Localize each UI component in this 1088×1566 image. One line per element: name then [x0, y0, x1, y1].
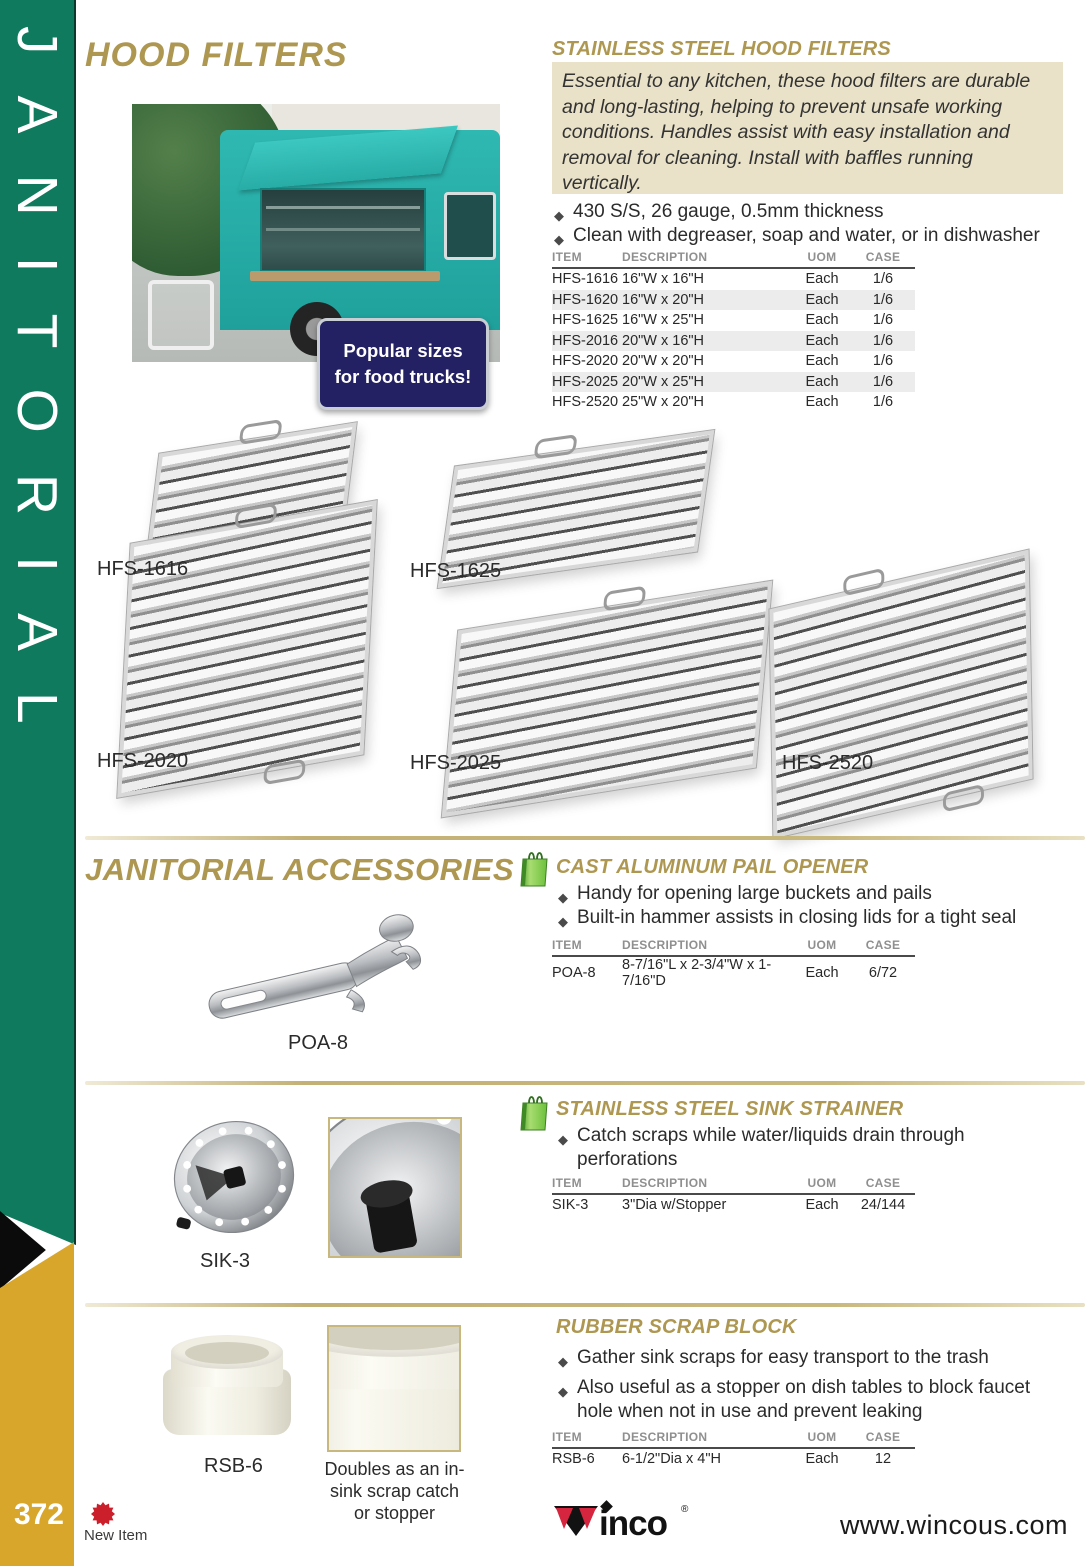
table-cell: 1/6: [872, 271, 894, 288]
sik-3-zoom: [328, 1117, 462, 1258]
website-url: www.wincous.com: [839, 1510, 1068, 1540]
table-cell: HFS-2025: [552, 373, 619, 390]
filter-handle: [843, 568, 884, 597]
table-cell: 1/6: [872, 353, 894, 370]
product-label-rsb-6: RSB-6: [204, 1455, 263, 1477]
table-row: [552, 310, 915, 331]
bullet-item: ◆ Catch scraps while water/liquids drain through perforations: [558, 1125, 965, 1170]
product-label-sik-3: SIK-3: [200, 1250, 251, 1272]
table-cell: 1/6: [872, 312, 894, 329]
table-cell: HFS-2016: [552, 332, 619, 349]
product-label-hfs-2020: HFS-2020: [97, 750, 189, 772]
section-title-scrap-block: RUBBER SCRAP BLOCK: [556, 1316, 797, 1338]
sidebar-category-label: JANITORIAL: [5, 26, 69, 765]
table-cell: 6-1/2"Dia x 4"H: [622, 1451, 721, 1468]
product-label-hfs-2520: HFS-2520: [782, 752, 874, 774]
diamond-bullet-icon: ◆: [558, 1354, 568, 1369]
table-row: [552, 351, 915, 372]
table-row: [552, 392, 915, 413]
table-cell: 1/6: [872, 394, 894, 411]
bullet-item: ◆ Also useful as a stopper on dish tables to block faucet hole when not in use and prevent leaking: [558, 1377, 1031, 1422]
product-label-hfs-1616: HFS-1616: [97, 558, 189, 580]
registered-mark: ®: [681, 1504, 689, 1515]
table-cell: HFS-2020: [552, 353, 619, 370]
food-truck-badge: [317, 318, 489, 410]
hood-filters-description: Essential to any kitchen, these hood filters are durable and long-lasting, helping to prevent unsafe working conditions. Handles assist with easy installation and removal for cleaning. Install with baffles running vertically.: [552, 62, 1063, 194]
new-item-label: New Item: [84, 1527, 148, 1544]
table-cell: 20"W x 20"H: [622, 353, 705, 370]
section-title-pail-opener: CAST ALUMINUM PAIL OPENER: [556, 856, 869, 878]
rsb-6-detail-image: [327, 1325, 461, 1452]
winco-logo: [552, 1496, 702, 1542]
table-row: [552, 957, 915, 989]
logo-wordmark: inco: [599, 1504, 667, 1542]
table-cell: 16"W x 20"H: [622, 291, 705, 308]
table-cell: Each: [805, 1451, 839, 1468]
table-cell: Each: [805, 1197, 839, 1214]
table-cell: 16"W x 25"H: [622, 312, 705, 329]
page-title-janitorial-accessories: JANITORIAL ACCESSORIES: [85, 852, 515, 887]
hfs-2520-image: [769, 550, 1032, 839]
sink-strainer-table: [552, 1176, 915, 1216]
table-cell: 20"W x 25"H: [622, 373, 705, 390]
table-cell: Each: [805, 965, 839, 981]
shopping-bag-icon: [519, 1092, 551, 1132]
diamond-bullet-icon: ◆: [554, 232, 564, 247]
table-cell: Each: [805, 394, 839, 411]
table-cell: HFS-2520: [552, 394, 619, 411]
rsb-6-zoom: [327, 1325, 461, 1452]
section-title-sink-strainer: STAINLESS STEEL SINK STRAINER: [556, 1098, 904, 1120]
photo-side-window: [444, 192, 496, 260]
diamond-bullet-icon: ◆: [558, 914, 568, 929]
table-row: [552, 372, 915, 393]
table-cell: RSB-6: [552, 1451, 595, 1468]
photo-counter: [250, 271, 440, 281]
section-divider: [85, 836, 1085, 840]
sik-3-image: [165, 1112, 303, 1242]
product-label-hfs-1625: HFS-1625: [410, 560, 502, 582]
table-header: ITEM DESCRIPTION UOM CASE: [552, 938, 915, 957]
photo-chair: [148, 280, 214, 350]
table-cell: HFS-1625: [552, 312, 619, 329]
table-cell: Each: [805, 291, 839, 308]
rsb-6-image: [163, 1335, 291, 1437]
table-cell: 20"W x 16"H: [622, 332, 705, 349]
table-cell: SIK-3: [552, 1197, 589, 1214]
diamond-bullet-icon: ◆: [558, 890, 568, 905]
filter-handle: [263, 758, 305, 785]
bullet-item: ◆ 430 S/S, 26 gauge, 0.5mm thickness: [554, 200, 884, 228]
new-item-icon: [91, 1502, 115, 1526]
section-title-hood-filters: STAINLESS STEEL HOOD FILTERS: [552, 38, 891, 60]
table-row: [552, 331, 915, 352]
filter-handle: [534, 434, 578, 459]
scrap-block-table: [552, 1430, 915, 1470]
table-cell: HFS-1620: [552, 291, 619, 308]
table-header: ITEM DESCRIPTION UOM CASE: [552, 1430, 915, 1449]
table-cell: Each: [805, 312, 839, 329]
pail-opener-table: [552, 938, 915, 989]
table-row: [552, 1449, 915, 1470]
table-header: ITEM DESCRIPTION UOM CASE: [552, 250, 915, 269]
filter-handle: [239, 419, 283, 445]
product-label-poa-8: POA-8: [288, 1032, 349, 1054]
table-row: [552, 269, 915, 290]
sik-3-detail-image: [328, 1117, 462, 1258]
poa-8-image: [195, 912, 430, 1030]
bullet-item: ◆ Gather sink scraps for easy transport to the trash: [558, 1346, 989, 1374]
page-title-hood-filters: HOOD FILTERS: [85, 36, 348, 74]
section-divider: [85, 1081, 1085, 1085]
bullet-item: ◆ Clean with degreaser, soap and water, or in dishwasher: [554, 224, 1040, 252]
table-row: [552, 1195, 915, 1216]
table-cell: 1/6: [872, 291, 894, 308]
diamond-bullet-icon: ◆: [558, 1384, 568, 1399]
table-header: ITEM DESCRIPTION UOM CASE: [552, 1176, 915, 1195]
filter-handle: [603, 586, 646, 612]
bullet-item: ◆ Built-in hammer assists in closing lids for a tight seal: [558, 906, 1016, 934]
diamond-bullet-icon: ◆: [554, 208, 564, 223]
table-cell: 1/6: [872, 373, 894, 390]
table-cell: 16"W x 16"H: [622, 271, 705, 288]
table-cell: 6/72: [868, 965, 898, 981]
shopping-bag-icon: [519, 848, 551, 888]
table-row: [552, 290, 915, 311]
page-number: 372: [13, 1498, 64, 1531]
rsb-6-detail-caption: Doubles as an in-sink scrap catch or stopper: [324, 1459, 465, 1523]
table-cell: Each: [805, 353, 839, 370]
filter-handle: [943, 784, 984, 813]
table-cell: 3"Dia w/Stopper: [622, 1197, 727, 1214]
badge-line1: Popular sizes: [343, 340, 463, 361]
product-label-hfs-2025: HFS-2025: [410, 752, 502, 774]
badge-line2: for food trucks!: [334, 366, 472, 387]
table-cell: POA-8: [552, 965, 596, 981]
table-cell: 12: [874, 1451, 892, 1468]
table-cell: 8-7/16"L x 2-3/4"W x 1-7/16"D: [622, 957, 772, 989]
hfs-2025-image: [442, 581, 772, 818]
table-cell: HFS-1616: [552, 271, 619, 288]
table-cell: 1/6: [872, 332, 894, 349]
diamond-bullet-icon: ◆: [558, 1132, 568, 1147]
hood-filters-table: [552, 250, 915, 413]
section-divider: [85, 1303, 1085, 1307]
table-cell: 25"W x 20"H: [622, 394, 705, 411]
table-cell: Each: [805, 332, 839, 349]
table-cell: 24/144: [860, 1197, 906, 1214]
table-cell: Each: [805, 271, 839, 288]
bullet-item: ◆ Handy for opening large buckets and pails: [558, 882, 932, 910]
table-cell: Each: [805, 373, 839, 390]
